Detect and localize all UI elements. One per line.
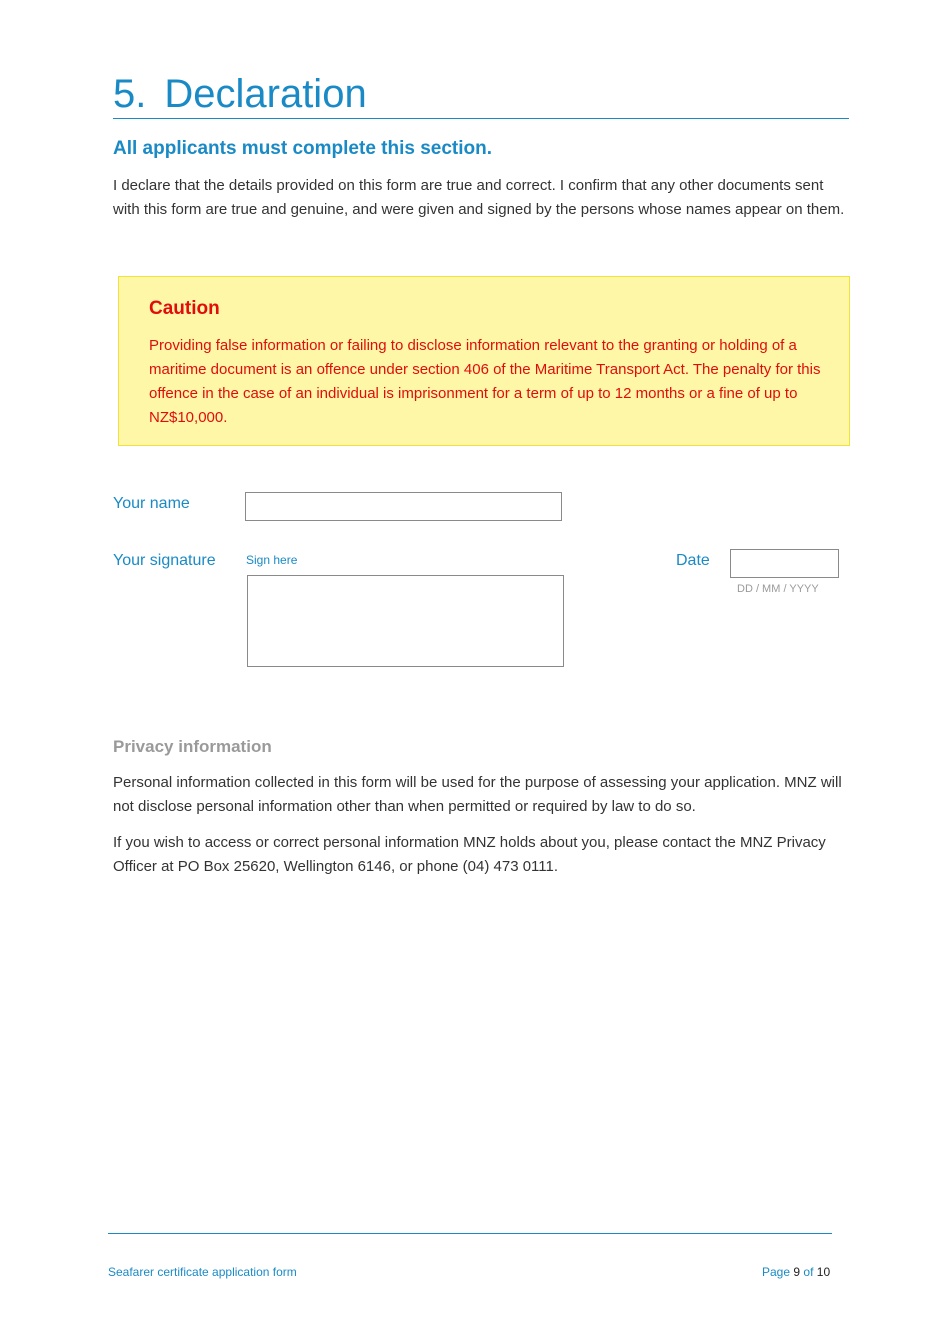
- signature-box[interactable]: [247, 575, 564, 667]
- title-divider: [113, 118, 849, 119]
- section-title: [113, 70, 367, 118]
- page-current: 9: [793, 1265, 801, 1279]
- date-format-hint: DD / MM / YYYY: [737, 583, 819, 595]
- privacy-heading: Privacy information: [113, 737, 272, 756]
- section-number: 5.: [113, 72, 147, 116]
- footer-divider: [108, 1233, 832, 1234]
- footer-page-number: [762, 1264, 830, 1280]
- sign-here-label: Sign here: [246, 553, 298, 567]
- caution-box: [118, 276, 850, 446]
- declaration-text: I declare that the details provided on this form are true and correct. I confirm that any other documents sent with this form are true and genuine, and were given and signed by the persons whose names appear on them.: [113, 177, 845, 218]
- privacy-paragraph-1: Personal information collected in this form will be used for the purpose of assessing your application. MNZ will not disclose personal information other than when permitted or required by law to do so.: [113, 774, 842, 815]
- page-of: of: [803, 1265, 814, 1279]
- section-subtitle: All applicants must complete this section.: [113, 138, 493, 159]
- page-prefix: Page: [762, 1265, 791, 1279]
- page-total: 10: [816, 1265, 831, 1279]
- name-label: Your name: [113, 495, 190, 512]
- caution-text: Providing false information or failing to disclose information relevant to the granting or holding of a maritime document is an offence under section 406 of the Maritime Transport Act. The penalty for this offence in the case of an individual is imprisonment for a term of up to 12 months or a fine of up to NZ$10,000.: [149, 337, 821, 426]
- privacy-paragraph-2: If you wish to access or correct personal information MNZ holds about you, please contact the MNZ Privacy Officer at PO Box 25620, Wellington 6146, or phone (04) 473 0111.: [113, 834, 826, 875]
- date-input[interactable]: [730, 549, 839, 578]
- name-input[interactable]: [245, 492, 562, 521]
- footer-form-name: Seafarer certificate application form: [108, 1265, 297, 1279]
- caution-heading: Caution: [149, 298, 220, 319]
- section-title-text: Declaration: [164, 72, 367, 116]
- signature-label: Your signature: [113, 552, 216, 569]
- date-label: Date: [676, 552, 710, 569]
